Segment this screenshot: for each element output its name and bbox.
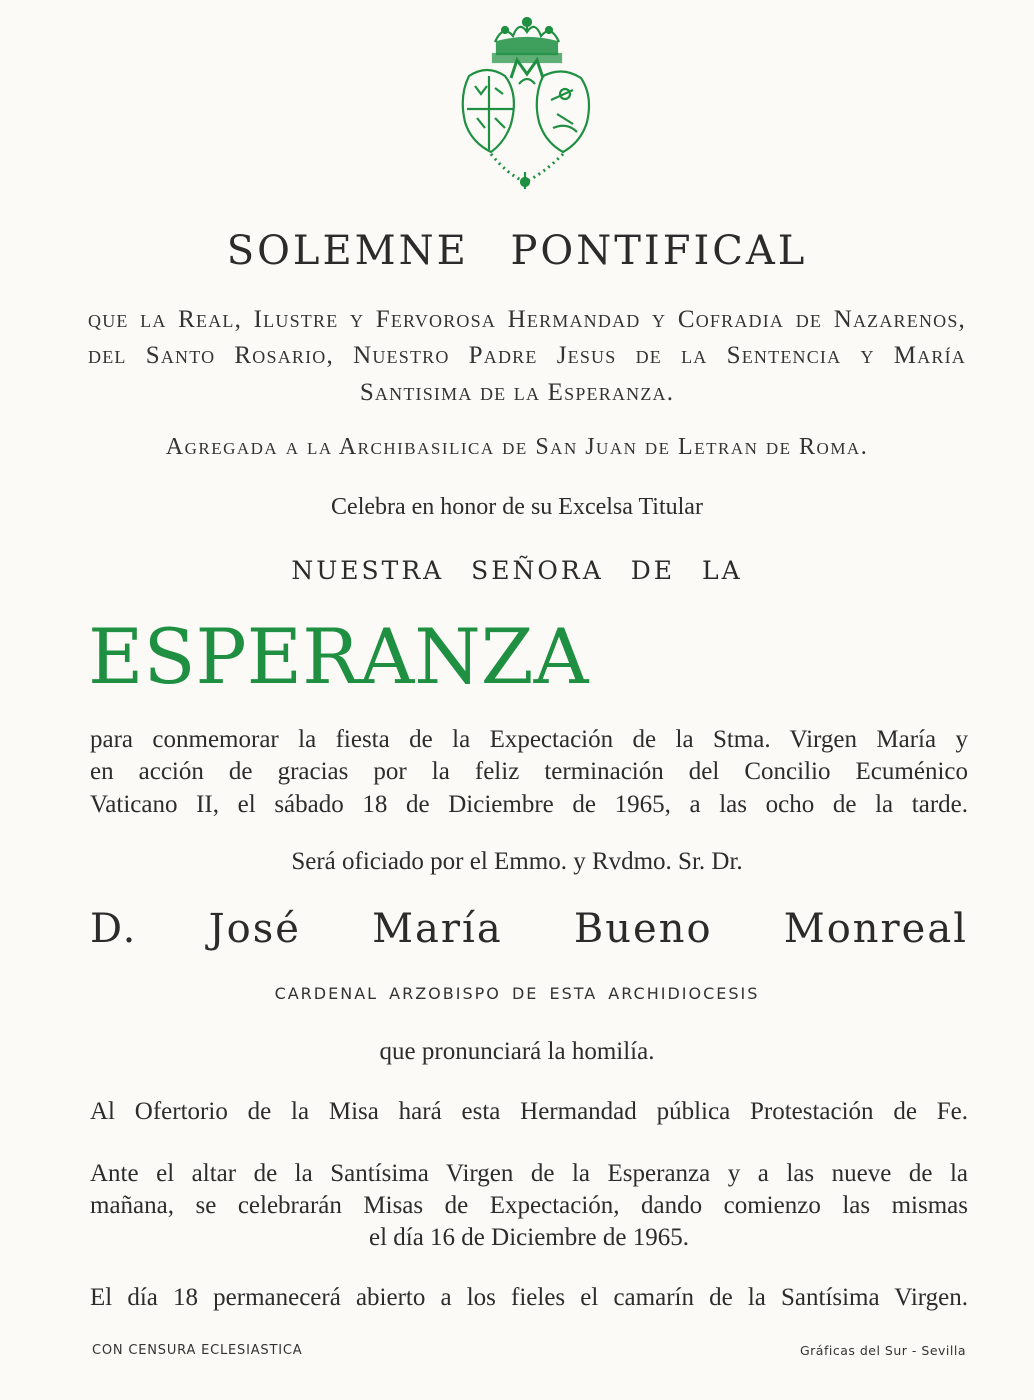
brotherhood-line-3: Santisima de la Esperanza. — [359, 379, 675, 406]
printer-footer: Gráficas del Sur - Sevilla — [799, 1343, 966, 1358]
officiant-role: CARDENAL ARZOBISPO DE ESTA ARCHIDIOCESIS — [274, 984, 760, 1003]
officiant-name: D. José María Bueno Monreal — [90, 906, 968, 952]
masses-line-2: mañana, se celebrarán Misas de Expectación, dando comienzo las mismas — [90, 1192, 968, 1219]
event-line-3: Vaticano II, el sábado 18 de Diciembre de 1965, a las ocho de la tarde. — [90, 791, 968, 818]
celebra-line: Celebra en honor de su Excelsa Titular — [331, 494, 703, 520]
titular-heading: NUESTRA SEÑORA DE LA — [291, 556, 743, 585]
page-title: SOLEMNE PONTIFICAL — [226, 228, 808, 274]
censura-footer: CON CENSURA ECLESIASTICA — [92, 1343, 303, 1358]
officiant-intro: Será oficiado por el Emmo. y Rvdmo. Sr. Dr. — [291, 848, 743, 875]
esperanza-heading: ESPERANZA — [88, 612, 589, 701]
ofertorio-line: Al Ofertorio de la Misa hará esta Hermandad pública Protestación de Fe. — [90, 1098, 968, 1125]
brotherhood-crest-icon — [447, 14, 607, 189]
agregada-line: Agregada a la Archibasilica de San Juan de Letran de Roma. — [165, 434, 869, 460]
homily-line: que pronunciará la homilía. — [379, 1038, 655, 1065]
masses-line-1: Ante el altar de la Santísima Virgen de la Esperanza y a las nueve de la — [90, 1160, 968, 1187]
camarin-line: El día 18 permanecerá abierto a los fieles el camarín de la Santísima Virgen. — [90, 1284, 968, 1311]
brotherhood-line-2: del Santo Rosario, Nuestro Padre Jesus de la Sentencia y María — [88, 342, 966, 369]
event-line-2: en acción de gracias por la feliz terminación del Concilio Ecuménico — [90, 758, 968, 785]
masses-line-3: el día 16 de Diciembre de 1965. — [368, 1224, 690, 1251]
brotherhood-line-1: que la Real, Ilustre y Fervorosa Hermandad y Cofradia de Nazarenos, — [88, 306, 966, 333]
event-line-1: para conmemorar la fiesta de la Expectación de la Stma. Virgen María y — [90, 726, 968, 753]
